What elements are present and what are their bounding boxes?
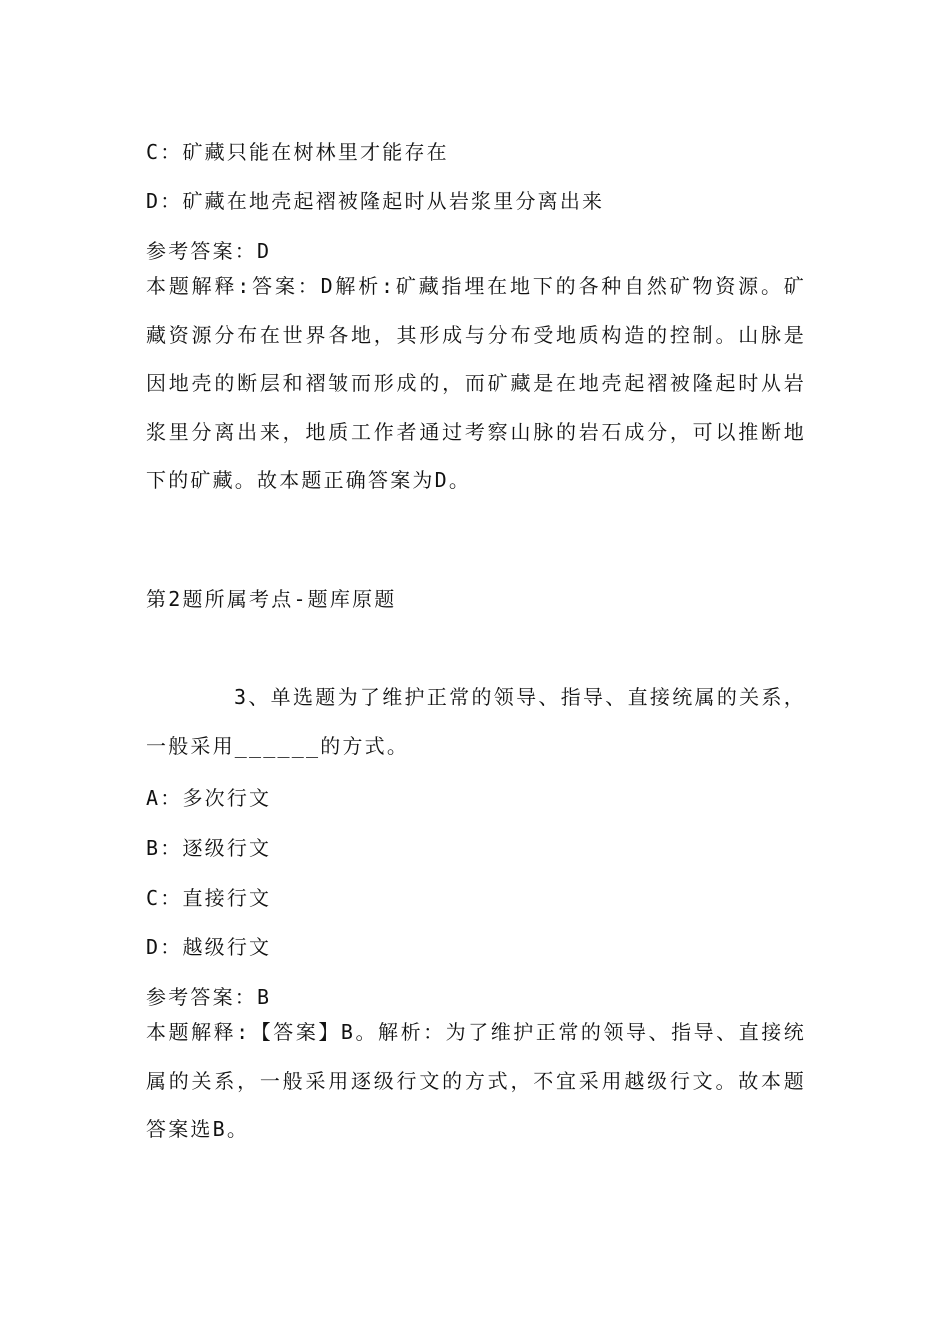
q3-option-b: B：逐级行文 [146,836,272,860]
q2-option-c: C：矿藏只能在树林里才能存在 [146,140,449,164]
q3-option-a: A：多次行文 [146,786,272,810]
q2-explanation: 本题解释:答案：D解析:矿藏指埋在地下的各种自然矿物资源。矿藏资源分布在世界各地，其形成与分布受地质构造的控制。山脉是因地壳的断层和褶皱而形成的，而矿藏是在地壳起褶被隆起时从岩浆里分离出来，地质工作者通过考察山脉的岩石成分，可以推断地下的矿藏。故本题正确答案为D。 [146,274,806,492]
q2-topic: 第2题所属考点-题库原题 [146,587,397,611]
q3-explanation: 本题解释:【答案】B。解析：为了维护正常的领导、指导、直接统属的关系，一般采用逐级行文的方式，不宜采用越级行文。故本题答案选B。 [146,1020,806,1141]
q3-option-d: D：越级行文 [146,935,272,959]
q3-option-c: C：直接行文 [146,886,272,910]
q2-answer: 参考答案：D [146,239,272,263]
q3-question: 3、单选题为了维护正常的领导、指导、直接统属的关系，一般采用______的方式。 [146,685,806,758]
q2-option-d: D：矿藏在地壳起褶被隆起时从岩浆里分离出来 [146,189,605,213]
q3-answer: 参考答案：B [146,985,272,1009]
